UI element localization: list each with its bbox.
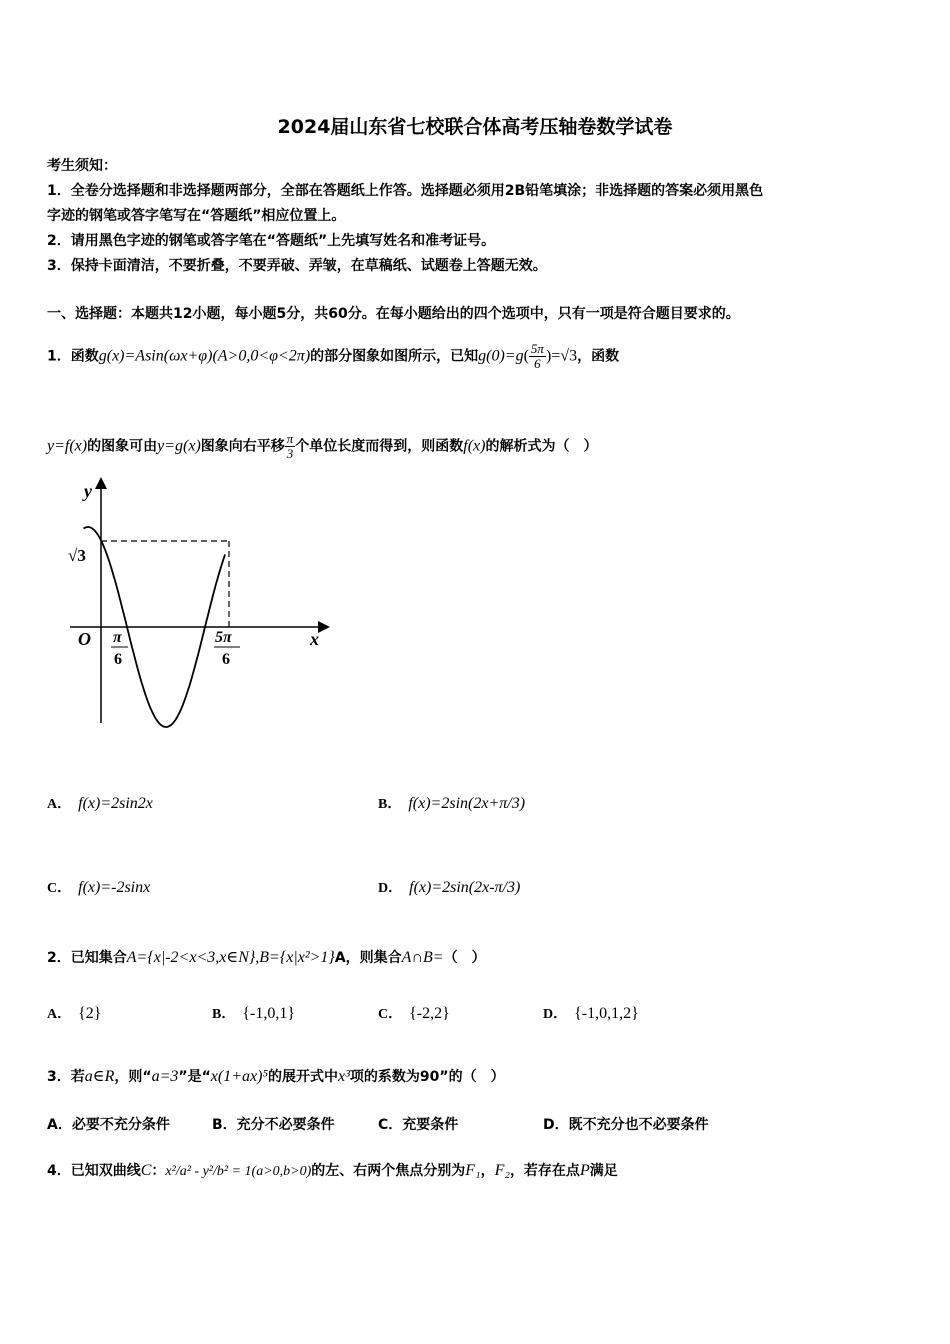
question-4: 4．已知双曲线C：x²/a² - y²/b² = 1(a>0,b>0)的左、右两个焦点分别为F₁，F₂，若存在点P满足 bbox=[47, 1162, 618, 1179]
y-tick-sqrt3: √3 bbox=[68, 546, 86, 565]
question-2: 2．已知集合A={x|-2<x<3,x∈N},B={x|x²>1}A，则集合A∩B=（ ） bbox=[47, 949, 486, 966]
q1-prefix: 1．函数 bbox=[47, 348, 99, 365]
origin-label: O bbox=[78, 629, 91, 649]
section-heading: 一、选择题：本题共12小题，每小题5分，共60分。在每小题给出的四个选项中，只有一项是符合题目要求的。 bbox=[47, 306, 740, 322]
x-tick-5pi-6-den: 6 bbox=[222, 651, 230, 668]
x-tick-pi-6-num: π bbox=[113, 629, 122, 646]
q3-option-d[interactable]: D．既不充分也不必要条件 bbox=[543, 1117, 709, 1133]
q1-option-a[interactable]: A． f(x)=2sin2x bbox=[47, 795, 153, 812]
x-tick-pi-6-den: 6 bbox=[114, 651, 122, 668]
q1-option-d[interactable]: D． f(x)=2sin(2x-π/3) bbox=[378, 879, 521, 896]
q1-sine-graph bbox=[58, 475, 348, 735]
q2-option-b[interactable]: B． {-1,0,1} bbox=[212, 1005, 296, 1022]
q2-option-d[interactable]: D． {-1,0,1,2} bbox=[543, 1005, 639, 1022]
y-axis-label: y bbox=[84, 481, 92, 501]
q1-condition-expr: g(0)=g bbox=[478, 347, 524, 365]
q1-condition-fraction: $\frac{5\pi}{6}$ bbox=[530, 341, 544, 371]
q2-option-c[interactable]: C． {-2,2} bbox=[378, 1005, 450, 1022]
question-3: 3．若a∈R，则“a=3”是“x(1+ax)⁵的展开式中x³项的系数为90”的（ ） bbox=[47, 1068, 505, 1085]
notice-item-3: 3．保持卡面清洁，不要折叠，不要弄破、弄皱，在草稿纸、试题卷上答题无效。 bbox=[47, 258, 547, 274]
q3-option-c[interactable]: C．充要条件 bbox=[378, 1117, 459, 1133]
notice-heading: 考生须知： bbox=[47, 158, 117, 174]
notice-item-1a: 1．全卷分选择题和非选择题两部分，全部在答题纸上作答。选择题必须用2B铅笔填涂；非选择题的答案必须用黑色 bbox=[47, 183, 764, 199]
x-axis-label: x bbox=[310, 629, 319, 649]
q1-mid: 的部分图象如图所示，已知 bbox=[310, 348, 479, 365]
notice-item-2: 2．请用黑色字迹的钢笔或答字笔在“答题纸”上先填写姓名和准考证号。 bbox=[47, 233, 496, 249]
q2-sets-expr: A={x|-2<x<3,x∈N},B={x|x²>1} bbox=[126, 949, 335, 966]
question-1-line-2: y=f(x)的图象可由y=g(x)图象向右平移 $\frac{\pi}{3}$ 个单位长度而得到，则函数f(x)的解析式为（ ） bbox=[47, 431, 598, 461]
q1-suffix: ，函数 bbox=[577, 348, 620, 365]
notice-item-1b: 字迹的钢笔或答字笔写在“答题纸”相应位置上。 bbox=[47, 208, 346, 224]
q4-hyperbola-expr: x²/a² - y²/b² = 1(a>0,b>0) bbox=[165, 1164, 312, 1179]
q2-option-a[interactable]: A． {2} bbox=[47, 1005, 102, 1022]
question-1-line-1: 1．函数g(x)=Asin(ωx+φ)(A>0,0<φ<2π)的部分图象如图所示，已知g(0)=g( $\frac{5\pi}{6}$ )=√3，函数 bbox=[47, 341, 620, 371]
page-title: 2024届山东省七校联合体高考压轴卷数学试卷 bbox=[277, 116, 673, 138]
q3-option-b[interactable]: B．充分不必要条件 bbox=[212, 1117, 335, 1133]
q3-option-a[interactable]: A．必要不充分条件 bbox=[47, 1117, 170, 1133]
q1-condition-value: =√3 bbox=[551, 347, 578, 365]
q1-option-b[interactable]: B． f(x)=2sin(2x+π/3) bbox=[378, 795, 526, 812]
q1-shift-fraction: $\frac{\pi}{3}$ bbox=[286, 431, 294, 461]
x-tick-5pi-6-num: 5π bbox=[215, 629, 232, 646]
q1-option-c[interactable]: C． f(x)=-2sinx bbox=[47, 879, 151, 896]
q1-function-expr: g(x)=Asin(ωx+φ)(A>0,0<φ<2π) bbox=[98, 347, 311, 365]
